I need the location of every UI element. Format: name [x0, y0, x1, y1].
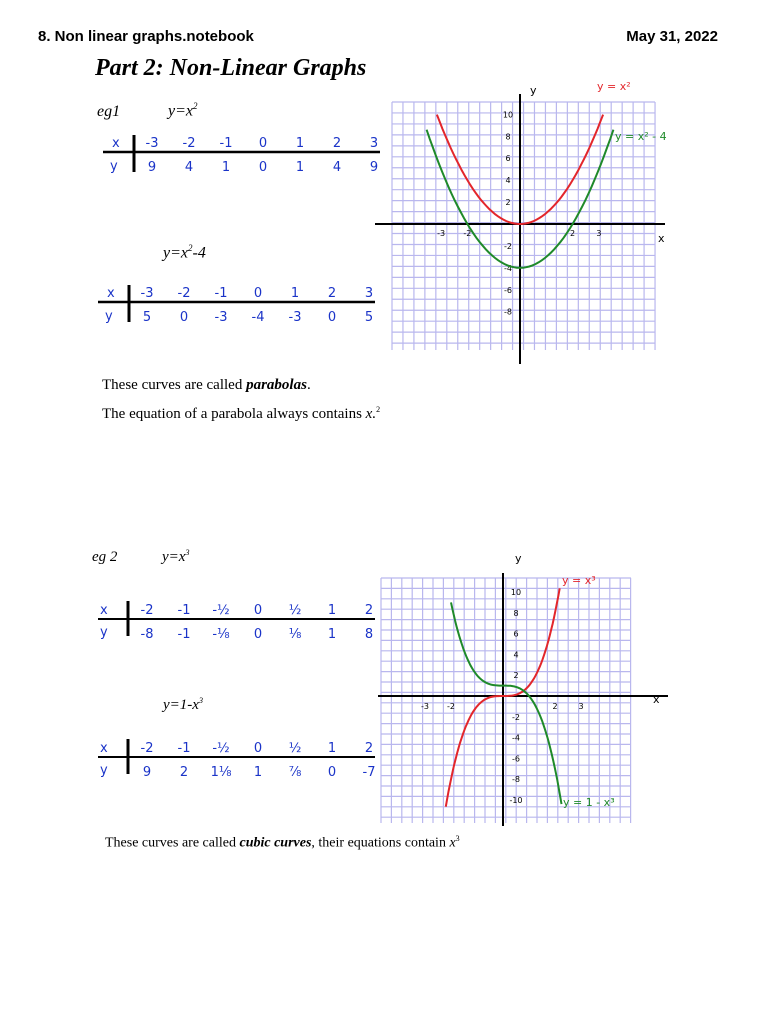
- table-x-value: ½: [288, 741, 302, 756]
- table-x-label: x: [100, 741, 108, 756]
- table-y-value: ⅛: [288, 627, 302, 642]
- table-y-value: -1: [177, 627, 191, 642]
- page-title: Part 2: Non-Linear Graphs: [95, 55, 367, 81]
- x-tick-label: 3: [596, 229, 602, 238]
- table-y-value: 0: [258, 160, 268, 175]
- y-tick-label: 6: [513, 629, 519, 639]
- table-y-value: 0: [327, 765, 337, 780]
- table-y-value: -3: [214, 310, 228, 325]
- table-y-value: ⅞: [288, 765, 302, 780]
- table-y-value: 1: [327, 627, 337, 642]
- table-x-value: 1: [290, 286, 300, 301]
- table-y-value: -7: [362, 765, 376, 780]
- table-y-x2: [100, 130, 390, 180]
- table-x-label: x: [100, 603, 108, 618]
- y-tick-label: 4: [513, 650, 519, 660]
- table-x-value: 2: [327, 286, 337, 301]
- table-x-value: -2: [140, 741, 154, 756]
- table-y-x3: [95, 596, 385, 651]
- table-x-value: 0: [258, 136, 268, 151]
- table-y-value: -8: [140, 627, 154, 642]
- notebook-title: 8. Non linear graphs.notebook: [38, 28, 254, 45]
- table-y-value: 9: [142, 765, 152, 780]
- green-curve-label: y = x² - 4: [615, 130, 667, 143]
- table-x-value: -1: [214, 286, 228, 301]
- eg1-label: eg1: [97, 103, 121, 120]
- y-tick-label: 2: [513, 671, 519, 681]
- table-x-value: 1: [295, 136, 305, 151]
- y-tick-label: 2: [505, 198, 511, 208]
- eg2-label: eg 2: [92, 549, 118, 565]
- y-tick-label: 8: [505, 132, 511, 142]
- table-x-value: -½: [212, 603, 230, 618]
- y-tick-label: -6: [512, 754, 520, 764]
- x-tick-label: -3: [421, 702, 429, 711]
- y-tick-label: -8: [512, 775, 520, 785]
- table-y-value: 1: [221, 160, 231, 175]
- y-tick-label: -2: [512, 712, 520, 722]
- y-tick-label: 8: [513, 608, 519, 618]
- table-x-value: 2: [364, 603, 374, 618]
- table-y-1-minus-x3: [95, 734, 385, 789]
- table-y-label: y: [100, 763, 108, 778]
- table-x-value: -1: [177, 741, 191, 756]
- y-tick-label: -10: [509, 796, 523, 805]
- table-y-value: -3: [288, 310, 302, 325]
- table-y-value: -4: [251, 310, 265, 325]
- table-x-value: -2: [177, 286, 191, 301]
- y-tick-label: 10: [502, 110, 514, 120]
- table-y-value: 4: [184, 160, 194, 175]
- table-y-value: 4: [332, 160, 342, 175]
- table-y-value: 5: [142, 310, 152, 325]
- table-x-value: -3: [140, 286, 154, 301]
- table-y-value: 0: [327, 310, 337, 325]
- y-tick-label: -4: [504, 263, 512, 273]
- x-tick-label: 2: [552, 702, 558, 711]
- table-y-value: 9: [369, 160, 379, 175]
- table-y-x2-minus4: [95, 280, 385, 330]
- table-x-label: x: [107, 286, 115, 301]
- table-x-value: -2: [182, 136, 196, 151]
- table-y-label: y: [100, 625, 108, 640]
- green-curve-label: y = 1 - x³: [563, 796, 615, 809]
- x-tick-label: -3: [437, 229, 446, 238]
- table-x-value: 2: [332, 136, 342, 151]
- table-x-value: -1: [219, 136, 233, 151]
- red-curve-label: y = x²: [597, 80, 631, 93]
- graph-cubics: [378, 548, 718, 828]
- table-x-value: -½: [212, 741, 230, 756]
- x-tick-label: 3: [578, 702, 584, 711]
- y-axis-label: y: [515, 552, 522, 565]
- table-y-value: 5: [364, 310, 374, 325]
- y-tick-label: -8: [504, 307, 512, 317]
- eq-y-x2-minus4: $y=x^2-4$: [163, 243, 206, 262]
- x-tick-label: -2: [447, 702, 455, 711]
- table-x-value: 0: [253, 741, 263, 756]
- table-y-value: 8: [364, 627, 374, 642]
- table-y-value: 1: [253, 765, 263, 780]
- table-x-value: 3: [364, 286, 374, 301]
- table-x-value: ½: [288, 603, 302, 618]
- y-axis-label: y: [530, 84, 537, 97]
- table-y-value: 0: [179, 310, 189, 325]
- y-tick-label: 10: [510, 588, 522, 597]
- table-y-value: 1⅛: [210, 765, 232, 780]
- y-tick-label: 4: [505, 176, 511, 186]
- note-cubic: These curves are called cubic curves, their equations contain $x^3$: [105, 834, 460, 851]
- table-x-value: 2: [364, 741, 374, 756]
- eq-y-x2: $y=x^2$: [168, 101, 198, 120]
- red-curve-label: y = x³: [562, 574, 596, 587]
- table-y-value: 0: [253, 627, 263, 642]
- table-x-value: -1: [177, 603, 191, 618]
- x-axis-label: x: [653, 693, 660, 706]
- x-tick-label: 2: [570, 229, 576, 238]
- y-tick-label: -6: [504, 285, 512, 295]
- table-y-value: 9: [147, 160, 157, 175]
- table-x-value: 3: [369, 136, 379, 151]
- table-y-label: y: [105, 309, 113, 324]
- note-parabolas: These curves are called parabolas.: [102, 377, 311, 393]
- x-tick-label: -2: [463, 229, 472, 238]
- y-tick-label: 6: [505, 154, 511, 164]
- x-axis-label: x: [658, 232, 665, 245]
- table-y-label: y: [110, 159, 118, 174]
- table-x-value: 0: [253, 286, 263, 301]
- eq-y-x3: $y=x^3$: [162, 548, 190, 565]
- y-tick-label: -4: [512, 733, 520, 743]
- table-x-value: 1: [327, 741, 337, 756]
- table-x-value: 0: [253, 603, 263, 618]
- notebook-date: May 31, 2022: [626, 28, 718, 45]
- table-y-value: -⅛: [212, 627, 230, 642]
- y-tick-label: -2: [504, 241, 512, 251]
- graph-parabolas: [375, 82, 695, 367]
- eq-y-1-minus-x3: $y=1-x^3$: [163, 696, 203, 713]
- table-x-value: 1: [327, 603, 337, 618]
- note-equation: The equation of a parabola always contains x.$^2$: [102, 405, 381, 422]
- table-y-value: 2: [179, 765, 189, 780]
- table-x-label: x: [112, 136, 120, 151]
- table-x-value: -2: [140, 603, 154, 618]
- table-x-value: -3: [145, 136, 159, 151]
- table-y-value: 1: [295, 160, 305, 175]
